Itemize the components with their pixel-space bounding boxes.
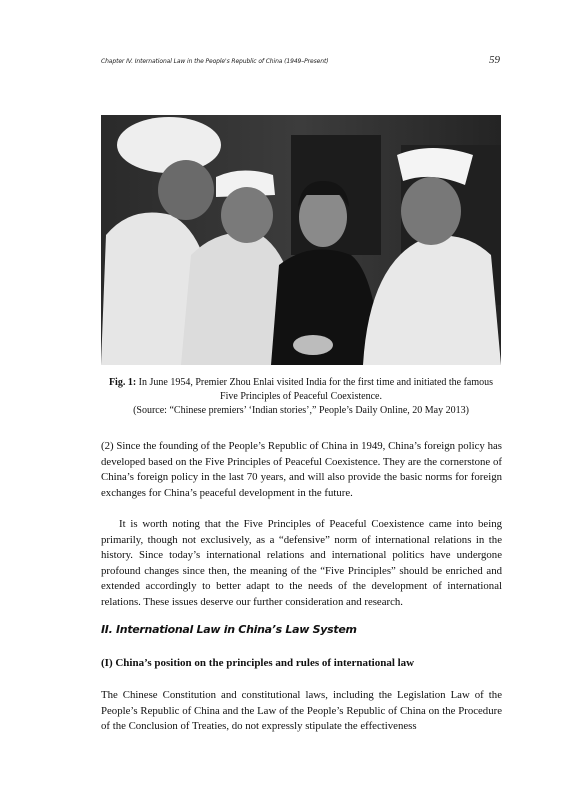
- figure-caption: [101, 376, 501, 418]
- paragraph-3: The Chinese Constitution and constitutional laws, including the Legislation Law of the People’s Republic of China and the Law of the People’s Republic of China on the Procedure of the Conclusion of Treaties, do not expressly stipulate the effectiveness: [101, 689, 502, 733]
- paragraph-1: (2) Since the founding of the People’s Republic of China in 1949, China’s foreign policy has developed based on the Five Principles of Peaceful Coexistence. They are the cornerstone of China’s foreign policy in the last 70 years, and will also provide the basic norms for foreign exchanges for China’s peaceful development in the future.: [101, 440, 502, 499]
- figure-caption-text: In June 1954, Premier Zhou Enlai visited India for the first time and initiated the famous Five Principles of Peaceful Coexistence.: [138, 377, 494, 402]
- section-heading: II. International Law in China’s Law System: [101, 623, 357, 636]
- figure-source: (Source: “Chinese premiers’ ‘Indian stories’,” People’s Daily Online, 20 May 2013): [133, 405, 469, 416]
- running-head: Chapter IV. International Law in the People's Republic of China (1949–Present): [101, 58, 329, 65]
- figure-label: Fig. 1:: [108, 377, 137, 388]
- page-number: 59: [489, 54, 500, 66]
- subsection-heading: (I) China’s position on the principles and rules of international law: [101, 657, 415, 669]
- historical-photo: [101, 115, 501, 365]
- paragraph-2: It is worth noting that the Five Principles of Peaceful Coexistence came into being primarily, though not exclusively, as a “defensive” norm of international relations in the history. Since today’s international relations and international politics have undergone profound changes since then, the meaning of the “Five Principles” should be enriched and extended accordingly to better adapt to the needs of the development of international relations. These issues deserve our further consideration and research.: [101, 518, 502, 608]
